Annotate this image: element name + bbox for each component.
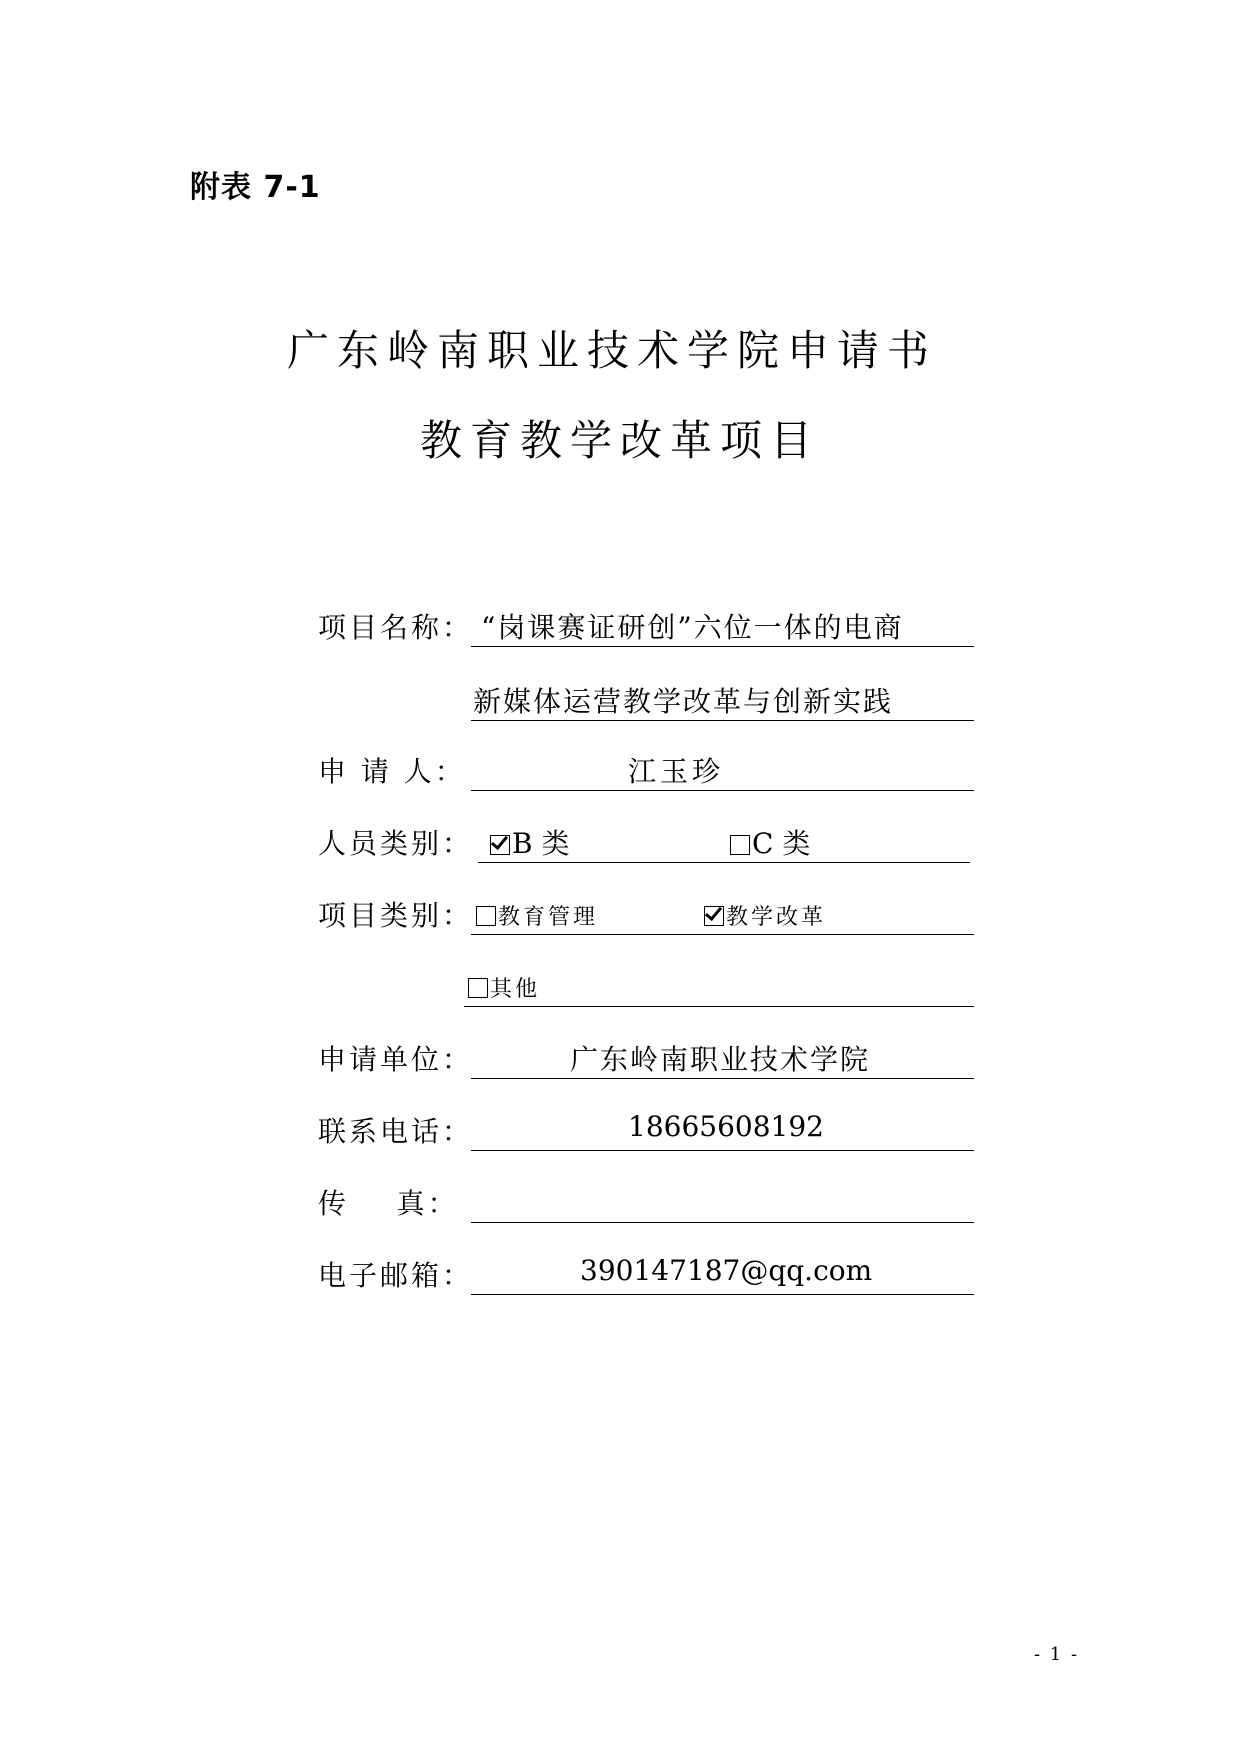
personnel-category-label: 人员类别：	[318, 827, 474, 860]
option-teaching-reform-label: 教学改革	[726, 905, 827, 930]
option-category-b-label: B 类	[512, 827, 570, 860]
option-category-b[interactable]	[490, 822, 569, 862]
option-education-management-label: 教育管理	[498, 905, 599, 930]
checkbox-empty-icon[interactable]	[730, 835, 750, 855]
option-other-label: 其他	[490, 977, 541, 1002]
annex-label: 附表 7-1	[190, 170, 321, 205]
project-category-label: 项目类别：	[318, 899, 474, 932]
applicant-value[interactable]: 江玉珍	[628, 755, 725, 788]
applicant-unit-label: 申请单位：	[318, 1043, 474, 1076]
project-name-label: 项目名称：	[318, 611, 474, 644]
project-name-value-line1[interactable]: “岗课赛证研创”六位一体的电商	[481, 611, 904, 644]
applicant-unit-value[interactable]: 广东岭南职业技术学院	[570, 1043, 871, 1076]
option-teaching-reform[interactable]	[704, 900, 826, 931]
option-category-c-label: C 类	[752, 827, 811, 860]
checkbox-checked-icon[interactable]	[704, 906, 724, 926]
page-number: - 1 -	[1034, 1644, 1080, 1665]
option-other[interactable]	[468, 972, 540, 1003]
option-education-management[interactable]	[476, 900, 598, 931]
fax-label: 传 真：	[318, 1187, 459, 1220]
document-subtitle: 教育教学改革项目	[419, 416, 820, 465]
option-category-c[interactable]	[730, 822, 810, 862]
project-category-underline-2	[464, 966, 974, 1007]
email-value[interactable]: 390147187@qq.com	[580, 1254, 873, 1287]
project-name-value-line2[interactable]: 新媒体运营教学改革与创新实践	[473, 685, 894, 718]
applicant-label: 申 请 人：	[318, 755, 466, 788]
phone-label: 联系电话：	[318, 1115, 474, 1148]
phone-value[interactable]: 18665608192	[628, 1110, 824, 1143]
document-title: 广东岭南职业技术学院申请书	[286, 326, 937, 375]
fax-underline	[471, 1182, 974, 1223]
checkbox-empty-icon[interactable]	[468, 978, 488, 998]
email-label: 电子邮箱：	[318, 1259, 474, 1292]
checkbox-checked-icon[interactable]	[490, 835, 510, 855]
checkbox-empty-icon[interactable]	[476, 906, 496, 926]
